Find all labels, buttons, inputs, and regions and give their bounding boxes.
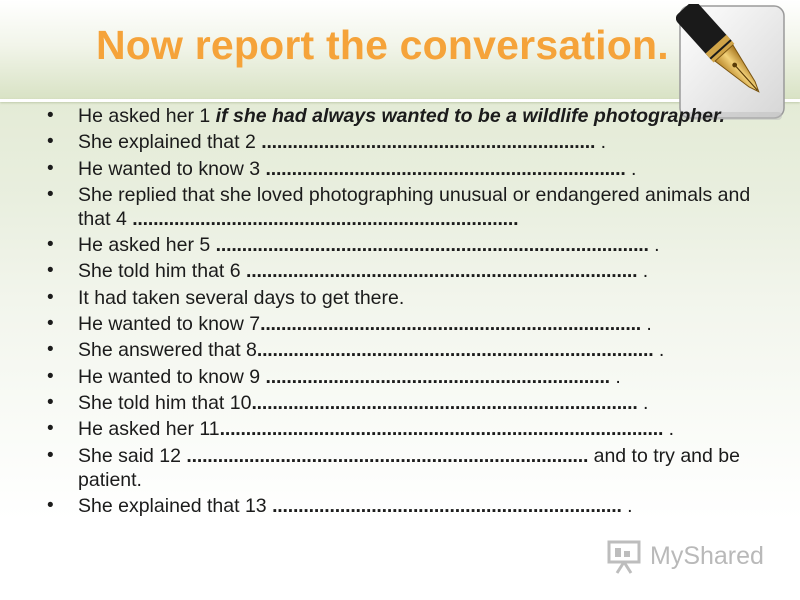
item-end: . [648, 234, 660, 257]
list-item [44, 286, 764, 310]
blank-line: .......................................................................... [251, 391, 638, 414]
item-text: It had taken several days to get there. [78, 286, 405, 309]
item-end: . [663, 418, 675, 441]
item-end: and to try and be patient. [78, 444, 740, 491]
list-item [44, 233, 764, 257]
blank-line: ................................................................................... [215, 234, 649, 257]
item-text: She replied that she loved photographing unusual or endangered animals and that 4 [78, 183, 751, 230]
item-text: She explained that 2 [78, 131, 262, 154]
list-item [44, 391, 764, 415]
item-end: . [637, 391, 649, 414]
bullet: • [47, 339, 54, 361]
blank-line: ........................................................................... [246, 260, 638, 283]
item-end: . [625, 157, 637, 180]
exercise-list [44, 104, 764, 520]
item-end: . [609, 365, 621, 388]
bullet: • [47, 391, 54, 413]
item-text: He asked her 1 [78, 105, 216, 127]
bullet: • [47, 157, 54, 179]
bullet: • [47, 260, 54, 282]
item-end: . [621, 494, 633, 517]
blank-line: ............................................................................ [256, 339, 654, 362]
item-text: She explained that 13 [78, 494, 273, 517]
blank-line: ..................................................................................... [219, 418, 664, 441]
bullet: • [47, 494, 54, 516]
blank-line: ................................................................ [261, 131, 596, 154]
item-text: She answered that 8 [78, 339, 257, 362]
blank-line: .......................................................................... [132, 207, 519, 230]
bullet: • [47, 418, 54, 440]
blank-line: ..................................................................... [265, 157, 626, 180]
item-text: He asked her 5 [78, 234, 216, 257]
list-item [44, 444, 764, 492]
list-item [44, 183, 764, 231]
item-text: He wanted to know 3 [78, 157, 266, 180]
watermark-text: MyShared [650, 542, 764, 570]
blank-line: ............................................................................. [186, 444, 589, 467]
list-item [44, 365, 764, 389]
blank-line: ................................................................... [272, 494, 622, 517]
bullet: • [47, 365, 54, 387]
list-item [44, 157, 764, 181]
item-answer: if she had always wanted to be a wildlife photographer. [215, 105, 725, 127]
item-end: . [641, 313, 652, 336]
item-text: He wanted to know 7 [78, 313, 261, 336]
bullet: • [47, 105, 54, 126]
item-end: . [653, 339, 665, 362]
list-item [44, 417, 764, 441]
bullet: • [47, 183, 54, 205]
bullet: • [47, 131, 54, 153]
watermark [606, 536, 776, 576]
presentation-board-icon [606, 538, 644, 579]
item-text: She told him that 10 [78, 391, 252, 414]
list-item [44, 312, 764, 336]
list-item [44, 494, 764, 518]
item-text: She told him that 6 [78, 260, 247, 283]
bullet: • [47, 234, 54, 256]
list-item [44, 130, 764, 154]
list-item [44, 338, 764, 362]
item-text: He wanted to know 9 [78, 365, 266, 388]
bullet: • [47, 286, 54, 308]
list-item [44, 104, 764, 128]
item-text: She said 12 [78, 444, 187, 467]
item-end: . [595, 131, 607, 154]
blank-line: .................................................................. [265, 365, 610, 388]
bullet: • [47, 444, 54, 466]
blank-line: ......................................................................... [260, 313, 642, 336]
item-end: . [637, 260, 649, 283]
item-text: He asked her 11 [78, 418, 220, 441]
slide-title: Now report the conversation. [96, 22, 669, 68]
list-item [44, 259, 764, 283]
bullet: • [47, 313, 54, 335]
